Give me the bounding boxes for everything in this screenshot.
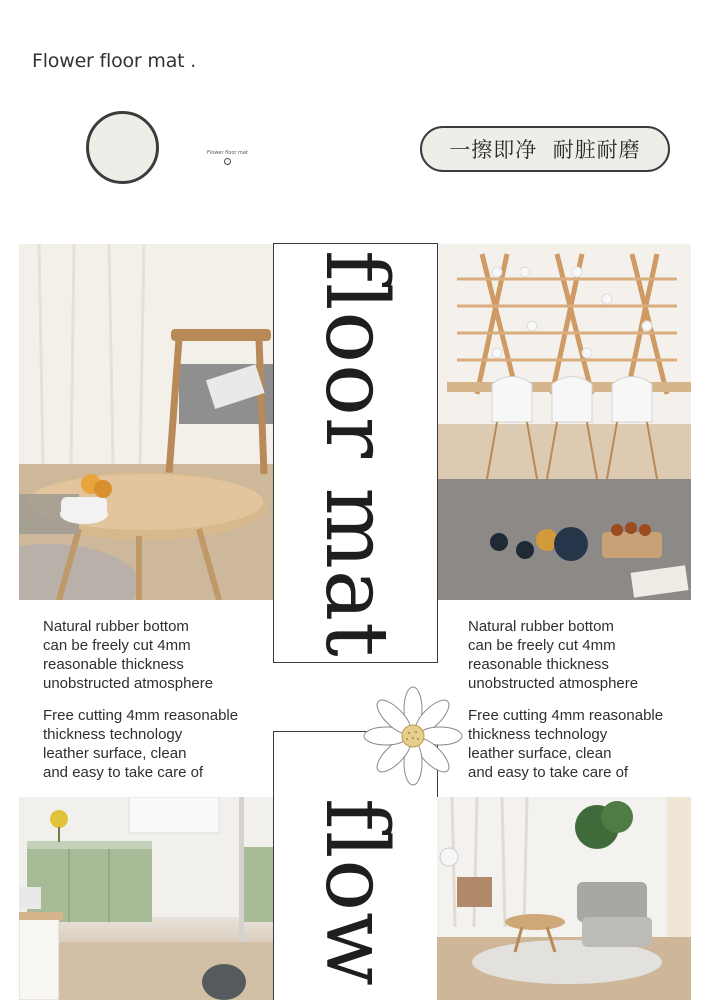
dining-room-photo (437, 244, 691, 600)
vertical-title-bottom: flow (305, 798, 406, 987)
description-line: can be freely cut 4mm (43, 637, 191, 654)
description-line: and easy to take care of (468, 764, 629, 781)
description-line: Natural rubber bottom (43, 618, 189, 635)
description-line: leather surface, clean (43, 745, 187, 762)
color-swatch[interactable] (86, 111, 159, 184)
description-left-block-2 (43, 706, 238, 782)
swatch-caption: Flower floor mat (207, 150, 248, 156)
vertical-title-top: floor mat (305, 250, 406, 658)
description-right-block-1 (468, 617, 638, 693)
page-title: Flower floor mat . (32, 50, 197, 72)
description-right-block-2 (468, 706, 663, 782)
slogan-badge: 一擦即净 耐脏耐磨 (420, 126, 670, 172)
vertical-title-box-top (273, 243, 438, 663)
description-line: and easy to take care of (43, 764, 204, 781)
daisy-flower-icon (362, 685, 464, 787)
description-line: Free cutting 4mm reasonable (43, 707, 239, 724)
description-line: Natural rubber bottom (468, 618, 614, 635)
description-line: leather surface, clean (468, 745, 612, 762)
description-line: unobstructed atmosphere (468, 675, 639, 692)
description-line: Free cutting 4mm reasonable (468, 707, 664, 724)
description-line: reasonable thickness (468, 656, 609, 673)
kitchen-photo (19, 797, 273, 1000)
description-line: unobstructed atmosphere (43, 675, 214, 692)
swatch-dot (224, 158, 231, 165)
lounge-photo (437, 797, 691, 1000)
description-left-block-1 (43, 617, 213, 693)
description-line: thickness technology (468, 726, 608, 743)
description-line: thickness technology (43, 726, 183, 743)
description-line: can be freely cut 4mm (468, 637, 616, 654)
living-room-photo (19, 244, 273, 600)
description-line: reasonable thickness (43, 656, 184, 673)
